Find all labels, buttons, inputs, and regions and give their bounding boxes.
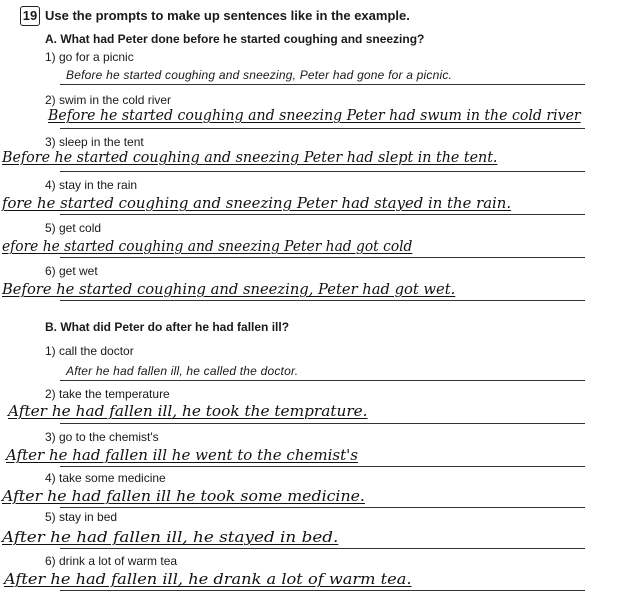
- answer-line-a6: [60, 300, 585, 301]
- exercise-instruction: Use the prompts to make up sentences like in the example.: [45, 8, 410, 23]
- answer-line-b6: [60, 590, 585, 591]
- handwritten-answer-a4: fore he started coughing and sneezing Peter had stayed in the rain.: [2, 194, 512, 212]
- section-b-question: B. What did Peter do after he had fallen ill?: [45, 320, 290, 334]
- section-a-question: A. What had Peter done before he started coughing and sneezing?: [45, 32, 425, 46]
- answer-line-a5: [60, 257, 585, 258]
- prompt-a6: 6) get wet: [45, 264, 98, 278]
- prompt-a4: 4) stay in the rain: [45, 178, 138, 192]
- prompt-b4: 4) take some medicine: [45, 471, 166, 485]
- handwritten-answer-a2: Before he started coughing and sneezing Peter had swum in the cold river: [48, 106, 581, 124]
- prompt-a3: 3) sleep in the tent: [45, 135, 144, 149]
- answer-line-b3: [60, 466, 585, 467]
- handwritten-answer-a3: Before he started coughing and sneezing Peter had slept in the tent.: [2, 148, 498, 166]
- answer-line-b2: [60, 423, 585, 424]
- prompt-a5: 5) get cold: [45, 221, 102, 235]
- answer-line-b4: [60, 507, 585, 508]
- answer-line-a4: [60, 214, 585, 215]
- handwritten-answer-b3: After he had fallen ill he went to the chemist's: [6, 446, 358, 464]
- handwritten-answer-a6: Before he started coughing and sneezing, Peter had got wet.: [2, 280, 456, 298]
- prompt-b5: 5) stay in bed: [45, 510, 118, 524]
- answer-line-a3: [60, 171, 585, 172]
- prompt-b1: 1) call the doctor: [45, 344, 134, 358]
- handwritten-answer-b4: After he had fallen ill he took some medicine.: [2, 487, 365, 505]
- prompt-b3: 3) go to the chemist's: [45, 430, 159, 444]
- prompt-b6: 6) drink a lot of warm tea: [45, 554, 178, 568]
- handwritten-answer-a5: efore he started coughing and sneezing Peter had got cold: [2, 237, 413, 255]
- answer-line-a1: [60, 84, 585, 85]
- answer-line-b1: [60, 380, 585, 381]
- answer-line-a2: [60, 128, 585, 129]
- example-answer-b1: After he had fallen ill, he called the doctor.: [66, 364, 299, 378]
- exercise-number: 19: [20, 6, 40, 26]
- prompt-a2: 2) swim in the cold river: [45, 93, 172, 107]
- handwritten-answer-b6: After he had fallen ill, he drank a lot of warm tea.: [4, 570, 412, 588]
- handwritten-answer-b2: After he had fallen ill, he took the temprature.: [8, 402, 368, 420]
- prompt-a1: 1) go for a picnic: [45, 50, 134, 64]
- example-answer-a1: Before he started coughing and sneezing, Peter had gone for a picnic.: [66, 68, 453, 82]
- answer-line-b5: [60, 548, 585, 549]
- handwritten-answer-b5: After he had fallen ill, he stayed in bed.: [2, 528, 339, 546]
- prompt-b2: 2) take the temperature: [45, 387, 170, 401]
